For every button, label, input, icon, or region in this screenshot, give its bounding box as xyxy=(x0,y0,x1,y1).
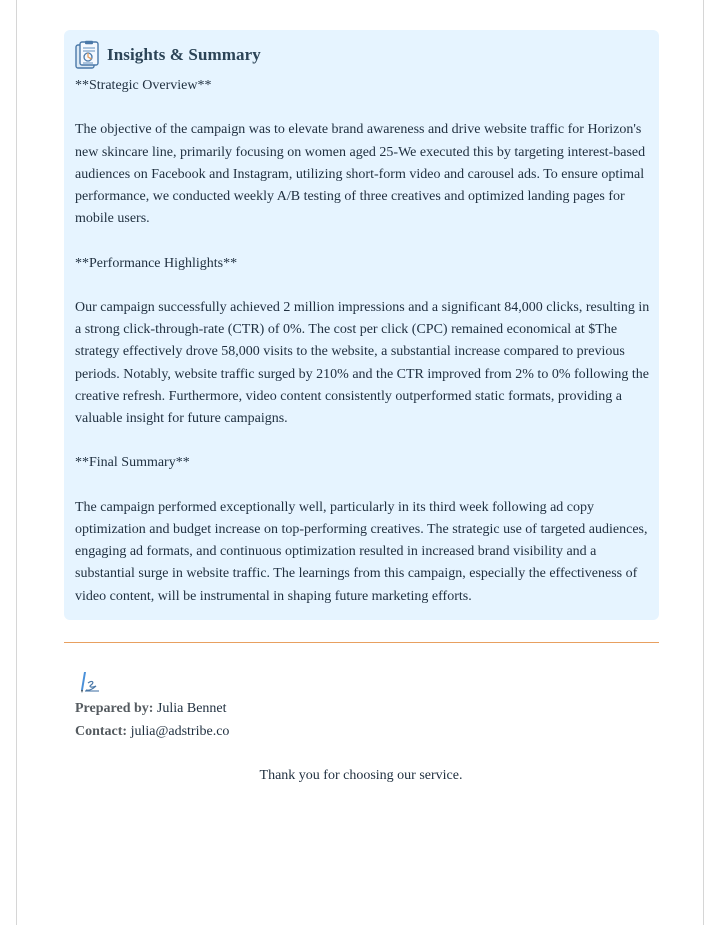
strategic-overview-text: The objective of the campaign was to elevate brand awareness and drive website traffic for Horizon's new skincare line, primarily focusing on women aged 25-We executed this by targeting interest-based audiences on Facebook and Instagram, utilizing short-form video and carousel ads. To ensure optimal performance, we conducted weekly A/B testing of three creatives and optimized landing pages for mobile users. xyxy=(75,122,646,227)
strategic-overview-heading: **Strategic Overview** xyxy=(75,78,212,93)
final-summary-heading: **Final Summary** xyxy=(75,455,190,471)
insights-summary-panel xyxy=(64,30,659,620)
prepared-by-label: Prepared by: xyxy=(75,701,154,716)
insights-header xyxy=(74,40,261,70)
summary-body xyxy=(75,75,655,608)
performance-highlights-heading: **Performance Highlights** xyxy=(75,255,238,271)
contact-value: julia@adstribe.co xyxy=(130,724,230,739)
insights-title: Insights & Summary xyxy=(107,45,261,64)
document-page xyxy=(16,0,704,925)
contact-label: Contact: xyxy=(75,724,128,739)
report-document-icon xyxy=(74,40,100,70)
thank-you-message: Thank you for choosing our service. xyxy=(259,768,463,783)
section-divider xyxy=(64,642,659,643)
final-summary-text: The campaign performed exceptionally well, particularly in its third week following ad copy optimization and budget increase on top-performing creatives. The strategic use of targeted audiences, engaging ad formats, and continuous optimization resulted in increased brand visibility and a substantial surge in website traffic. The learnings from this campaign, especially the effectiveness of video content, will be instrumental in shaping future marketing efforts. xyxy=(75,499,648,604)
prepared-by-line xyxy=(75,701,227,717)
signature-pen-icon xyxy=(80,670,100,694)
performance-highlights-text: Our campaign successfully achieved 2 million impressions and a significant 84,000 clicks, resulting in a strong click-through-rate (CTR) of 0%. The cost per click (CPC) remained economical at $The strategy effectively drove 58,000 visits to the website, a substantial increase compared to previous periods. Notably, website traffic surged by 210% and the CTR improved from 2% to 0% following the creative refresh. Furthermore, video content consistently outperformed static formats, providing a valuable insight for future campaigns. xyxy=(75,299,650,426)
contact-line xyxy=(75,724,229,740)
prepared-by-value: Julia Bennet xyxy=(156,701,227,716)
